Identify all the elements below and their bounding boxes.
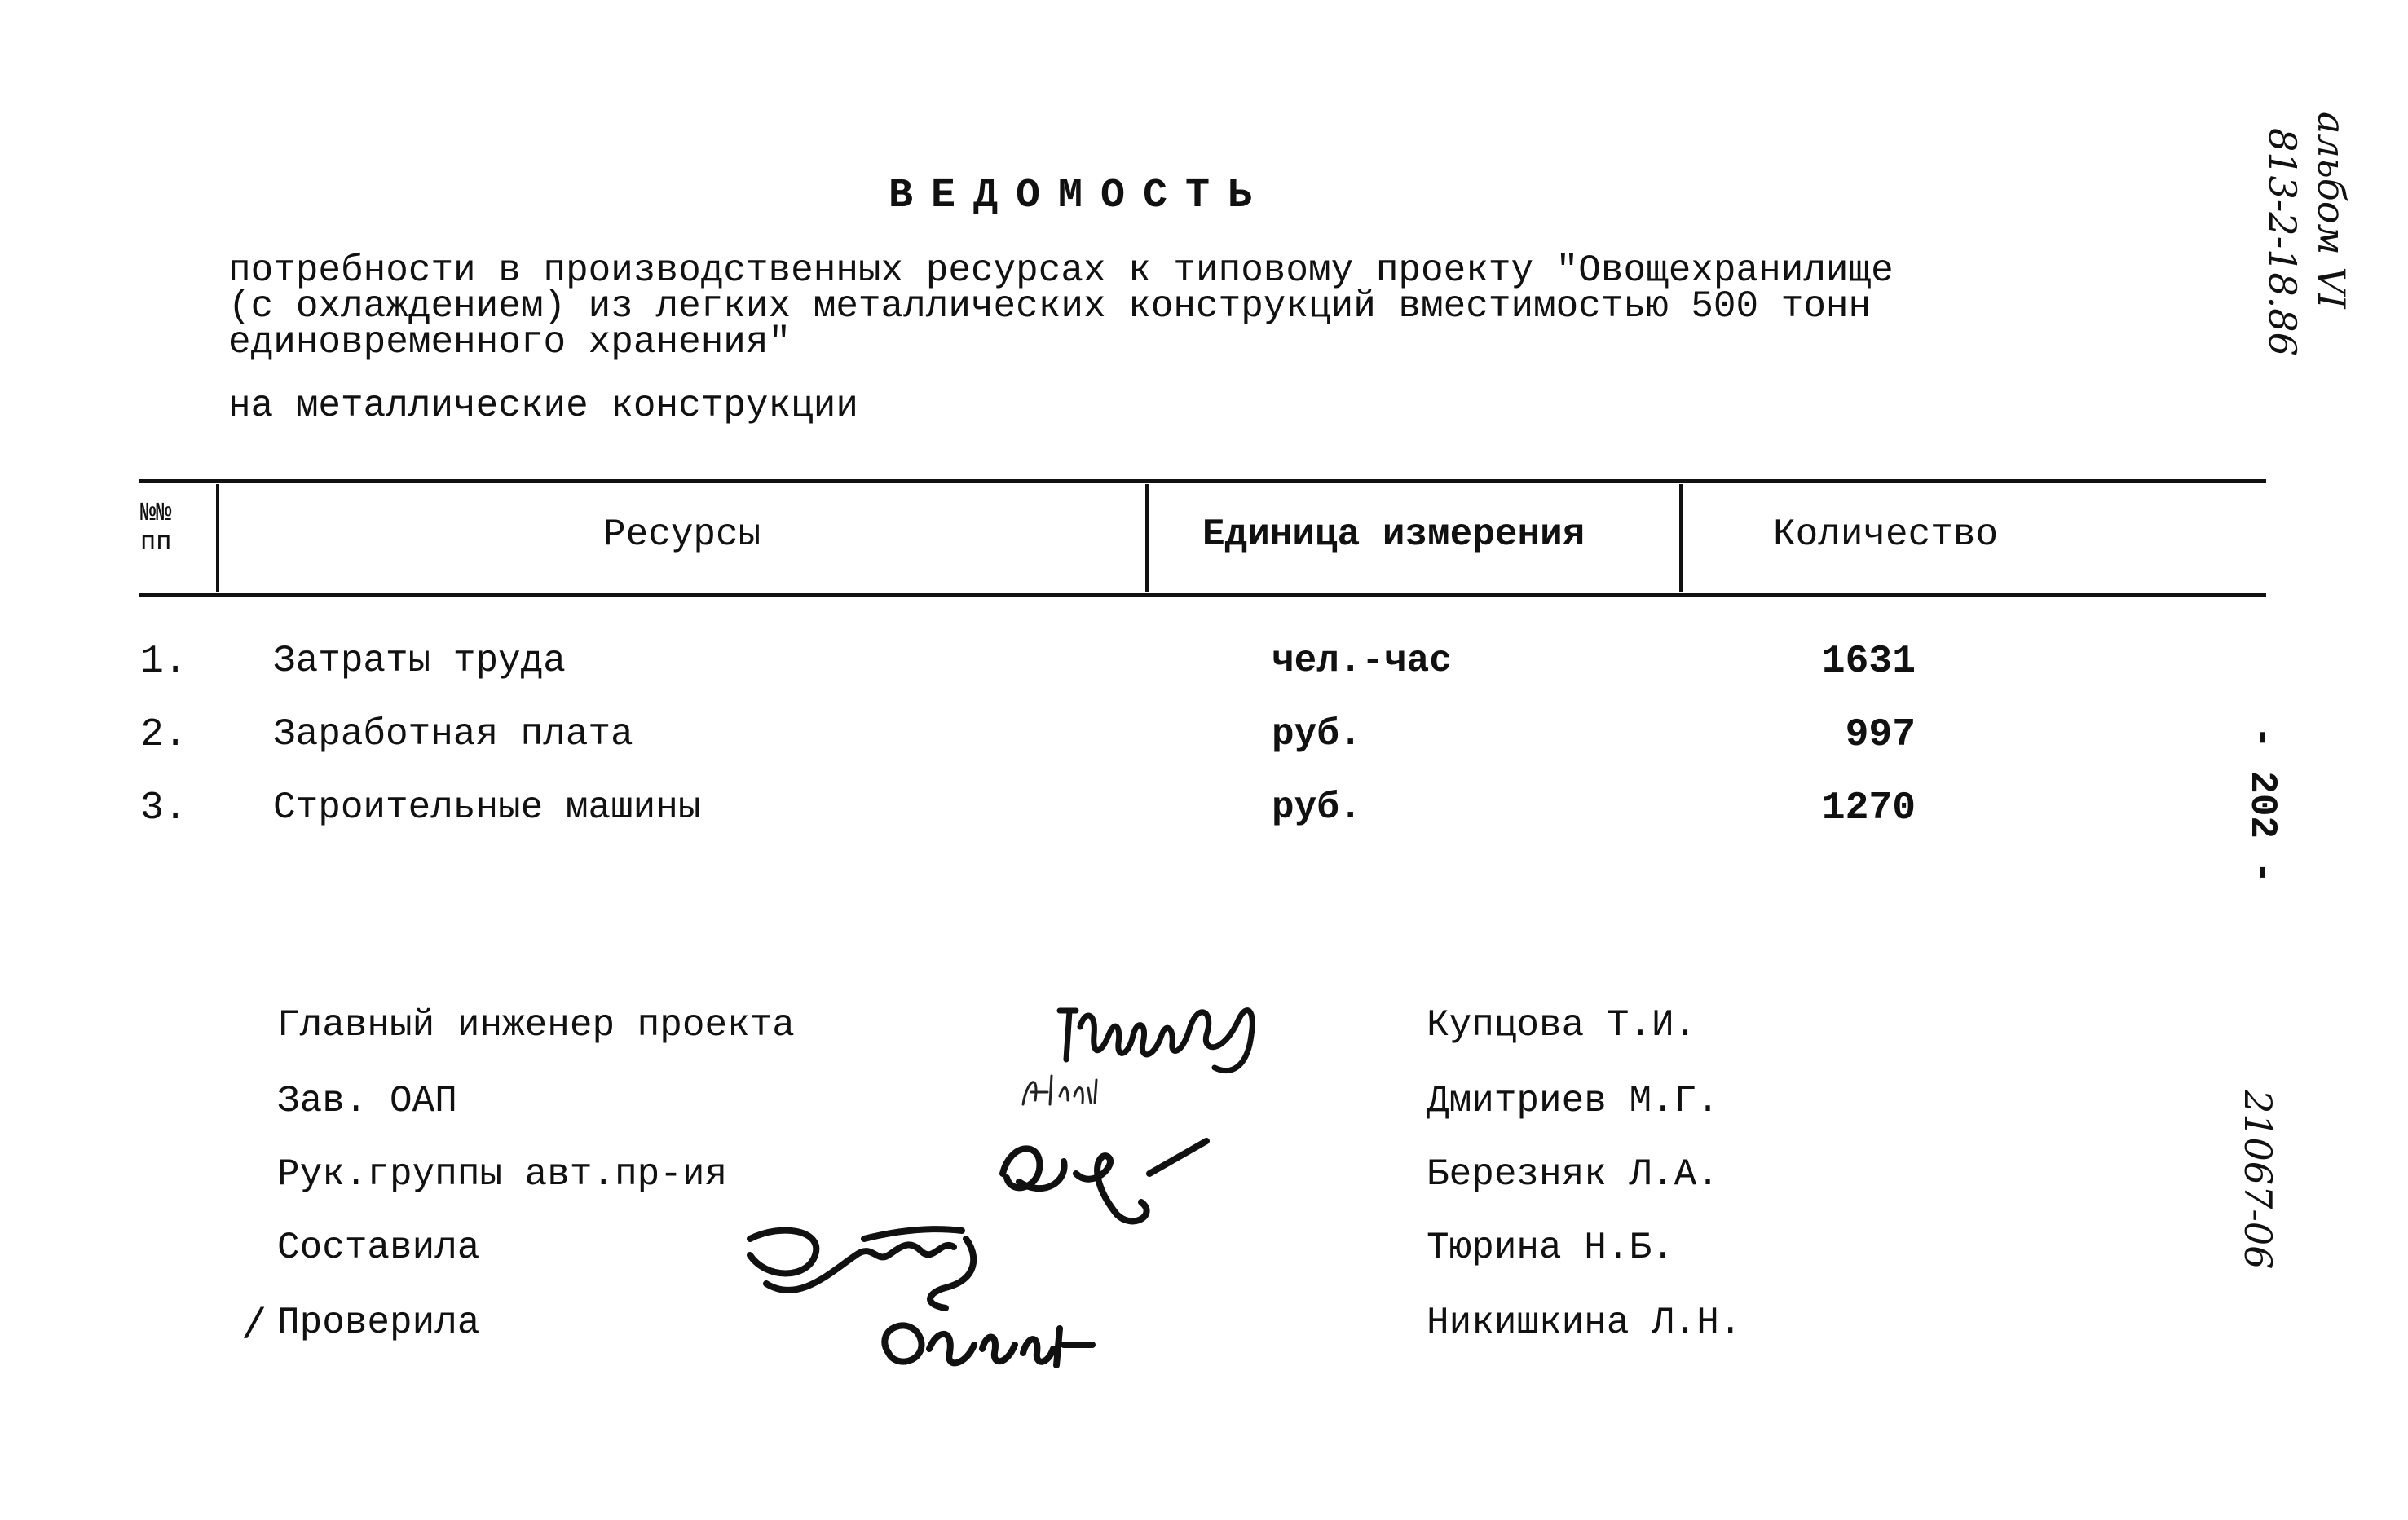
handwritten-signature-5	[864, 1296, 1133, 1386]
side-page-number: - 202 -	[2241, 726, 2283, 884]
header-unit: Единица измерения	[1202, 513, 1585, 556]
row-unit: руб.	[1272, 713, 1362, 756]
side-code-album	[2309, 112, 2353, 405]
header-resource: Ресурсы	[603, 513, 761, 556]
subtitle-line-3: единовременного хранения"	[228, 321, 792, 363]
subtitle-line-2: (с охлаждением) из легких металлических конструкций вместимостью 500 тонн	[228, 285, 1872, 328]
side-code-top	[2260, 128, 2304, 421]
table-divider-3	[1679, 484, 1683, 592]
row-number: 3.	[140, 786, 187, 830]
row-quantity: 1631	[1821, 640, 1916, 684]
row-quantity: 997	[1845, 713, 1916, 757]
row-resource: Затраты труда	[273, 640, 566, 682]
row-quantity: 1270	[1821, 786, 1916, 830]
signature-role: Главный инженер проекта	[277, 1004, 795, 1046]
row-unit: чел.-час	[1272, 640, 1452, 682]
table-header-rule	[139, 593, 2266, 597]
side-code-bottom: 21067-06	[2236, 1090, 2280, 1270]
signature-role: Зав. ОАП	[277, 1080, 457, 1122]
signature-name: Березняк Л.А.	[1427, 1153, 1719, 1196]
side-code-top-line1: 813-2-18.86	[2260, 128, 2304, 356]
table-top-rule	[139, 479, 2266, 483]
row-resource: Заработная плата	[273, 713, 633, 756]
margin-mark: /	[241, 1302, 267, 1350]
row-unit: руб.	[1272, 786, 1362, 829]
side-code-top-line2: альбом VI	[2309, 112, 2353, 309]
header-number: №№ пп	[140, 498, 172, 557]
subtitle-line-1: потребности в производственных ресурсах к типовому проекту "Овощехранилище	[228, 249, 1894, 292]
row-number: 1.	[140, 640, 187, 684]
signature-name: Купцова Т.И.	[1427, 1004, 1697, 1046]
header-quantity: Количество	[1773, 513, 1999, 556]
signature-name: Тюрина Н.Б.	[1427, 1227, 1674, 1269]
row-number: 2.	[140, 713, 187, 757]
document-subtitle	[228, 249, 1940, 363]
table-divider-2	[1145, 484, 1149, 592]
signature-role: Составила	[277, 1227, 480, 1269]
row-resource: Строительные машины	[273, 786, 701, 829]
document-title: ВЕДОМОСТЬ	[889, 173, 1271, 219]
document-subtitle-scope: на металлические конструкции	[228, 385, 858, 427]
signature-role: Проверила	[277, 1302, 480, 1344]
handwritten-signature-2	[1011, 1055, 1141, 1121]
signature-role: Рук.группы авт.пр-ия	[277, 1153, 728, 1196]
signature-name: Дмитриев М.Г.	[1427, 1080, 1719, 1122]
signature-name: Никишкина Л.Н.	[1427, 1302, 1742, 1344]
table-divider-1	[216, 484, 219, 592]
